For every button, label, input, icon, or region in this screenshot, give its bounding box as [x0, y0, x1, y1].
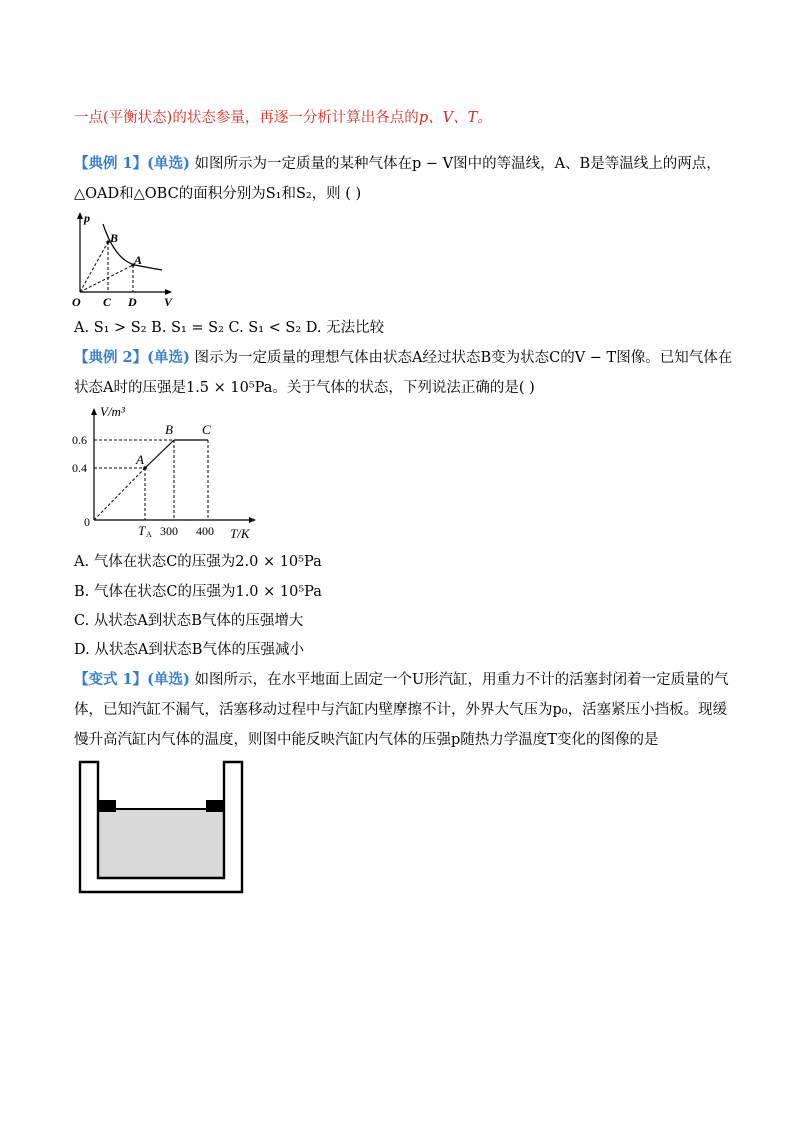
- q2-vt-figure: [70, 402, 270, 542]
- q2-v-arrow: [91, 408, 97, 415]
- gas-region: [98, 810, 224, 878]
- q2-label-v: V/m³: [100, 404, 125, 419]
- q1-label-d: D: [128, 295, 137, 309]
- q2-label-c: C: [202, 422, 211, 437]
- q3-text1: 如图所示，在水平地面上固定一个U形汽缸，用重力不计的活塞封闭着一定质量的气: [194, 672, 729, 688]
- intro-line: [74, 106, 492, 127]
- q1-pv-figure: [70, 210, 190, 310]
- q2-tick-04: 0.4: [72, 461, 87, 475]
- q1-line2: △OAD和△OBC的面积分别为S₁和S₂，则 ( ): [74, 186, 362, 202]
- q2-label-a: A: [136, 452, 144, 467]
- q2-option-d: D. 从状态A到状态B气体的压强减小: [74, 642, 304, 658]
- q1-text1: 如图所示为一定质量的某种气体在p − V图中的等温线，A、B是等温线上的两点，: [194, 156, 721, 172]
- q2-t-arrow: [249, 517, 256, 523]
- q2-tick-a-sub: A: [146, 530, 152, 539]
- q2-line1: [74, 346, 732, 367]
- q1-label-a: A: [134, 253, 143, 267]
- q1-label-c: C: [103, 295, 112, 309]
- q2-ab-line: [145, 440, 174, 468]
- q2-tag: 【典例 2】(单选): [74, 349, 190, 366]
- q2-tick-06: 0.6: [72, 433, 87, 447]
- q3-line3: 慢升高汽缸内气体的温度，则图中能反映汽缸内气体的压强p随热力学温度T变化的图像的是: [74, 732, 659, 748]
- q1-label-p: p: [84, 211, 90, 225]
- intro-text: 一点(平衡状态)的状态参量，再逐一分析计算出各点的: [74, 110, 419, 126]
- q1-label-o: O: [72, 295, 81, 309]
- q3-tag: 【变式 1】(单选): [74, 671, 190, 688]
- right-stopper: [206, 800, 224, 812]
- q2-option-b: B. 气体在状态C的压强为1.0 × 10⁵Pa: [74, 584, 322, 600]
- q1-label-v: V: [164, 295, 173, 309]
- q2-label-origin: 0: [84, 515, 90, 529]
- left-stopper: [98, 800, 116, 812]
- q2-line2: 状态A时的压强是1.5 × 10⁵Pa。关于气体的状态，下列说法正确的是( ): [74, 380, 535, 396]
- q2-label-t: T/K: [230, 526, 250, 541]
- q3-line2: 体，已知汽缸不漏气，活塞移动过程中与汽缸内壁摩擦不计，外界大气压为p₀，活塞紧压小挡板。现缓: [74, 702, 728, 718]
- intro-vars: p、V、T。: [418, 110, 492, 126]
- q2-label-b: B: [165, 422, 173, 437]
- q1-p-arrow: [77, 212, 83, 219]
- q1-label-b: B: [110, 231, 119, 245]
- cylinder-figure: [78, 760, 244, 894]
- q1-line1: [74, 152, 721, 173]
- q2-option-a: A. 气体在状态C的压强为2.0 × 10⁵Pa: [74, 554, 322, 570]
- q2-tick-t: T: [138, 523, 146, 538]
- q3-line1: [74, 668, 729, 689]
- q1-tag: 【典例 1】(单选): [74, 155, 190, 172]
- q2-tick-300: 300: [160, 524, 178, 538]
- q2-text1: 图示为一定质量的理想气体由状态A经过状态B变为状态C的V − T图像。已知气体在: [194, 350, 733, 366]
- q2-option-c: C. 从状态A到状态B气体的压强增大: [74, 613, 304, 629]
- q2-origin-a-line: [94, 468, 145, 520]
- q1-options: A. S₁ > S₂ B. S₁ = S₂ C. S₁ < S₂ D. 无法比较: [74, 320, 385, 336]
- q2-tick-400: 400: [196, 524, 214, 538]
